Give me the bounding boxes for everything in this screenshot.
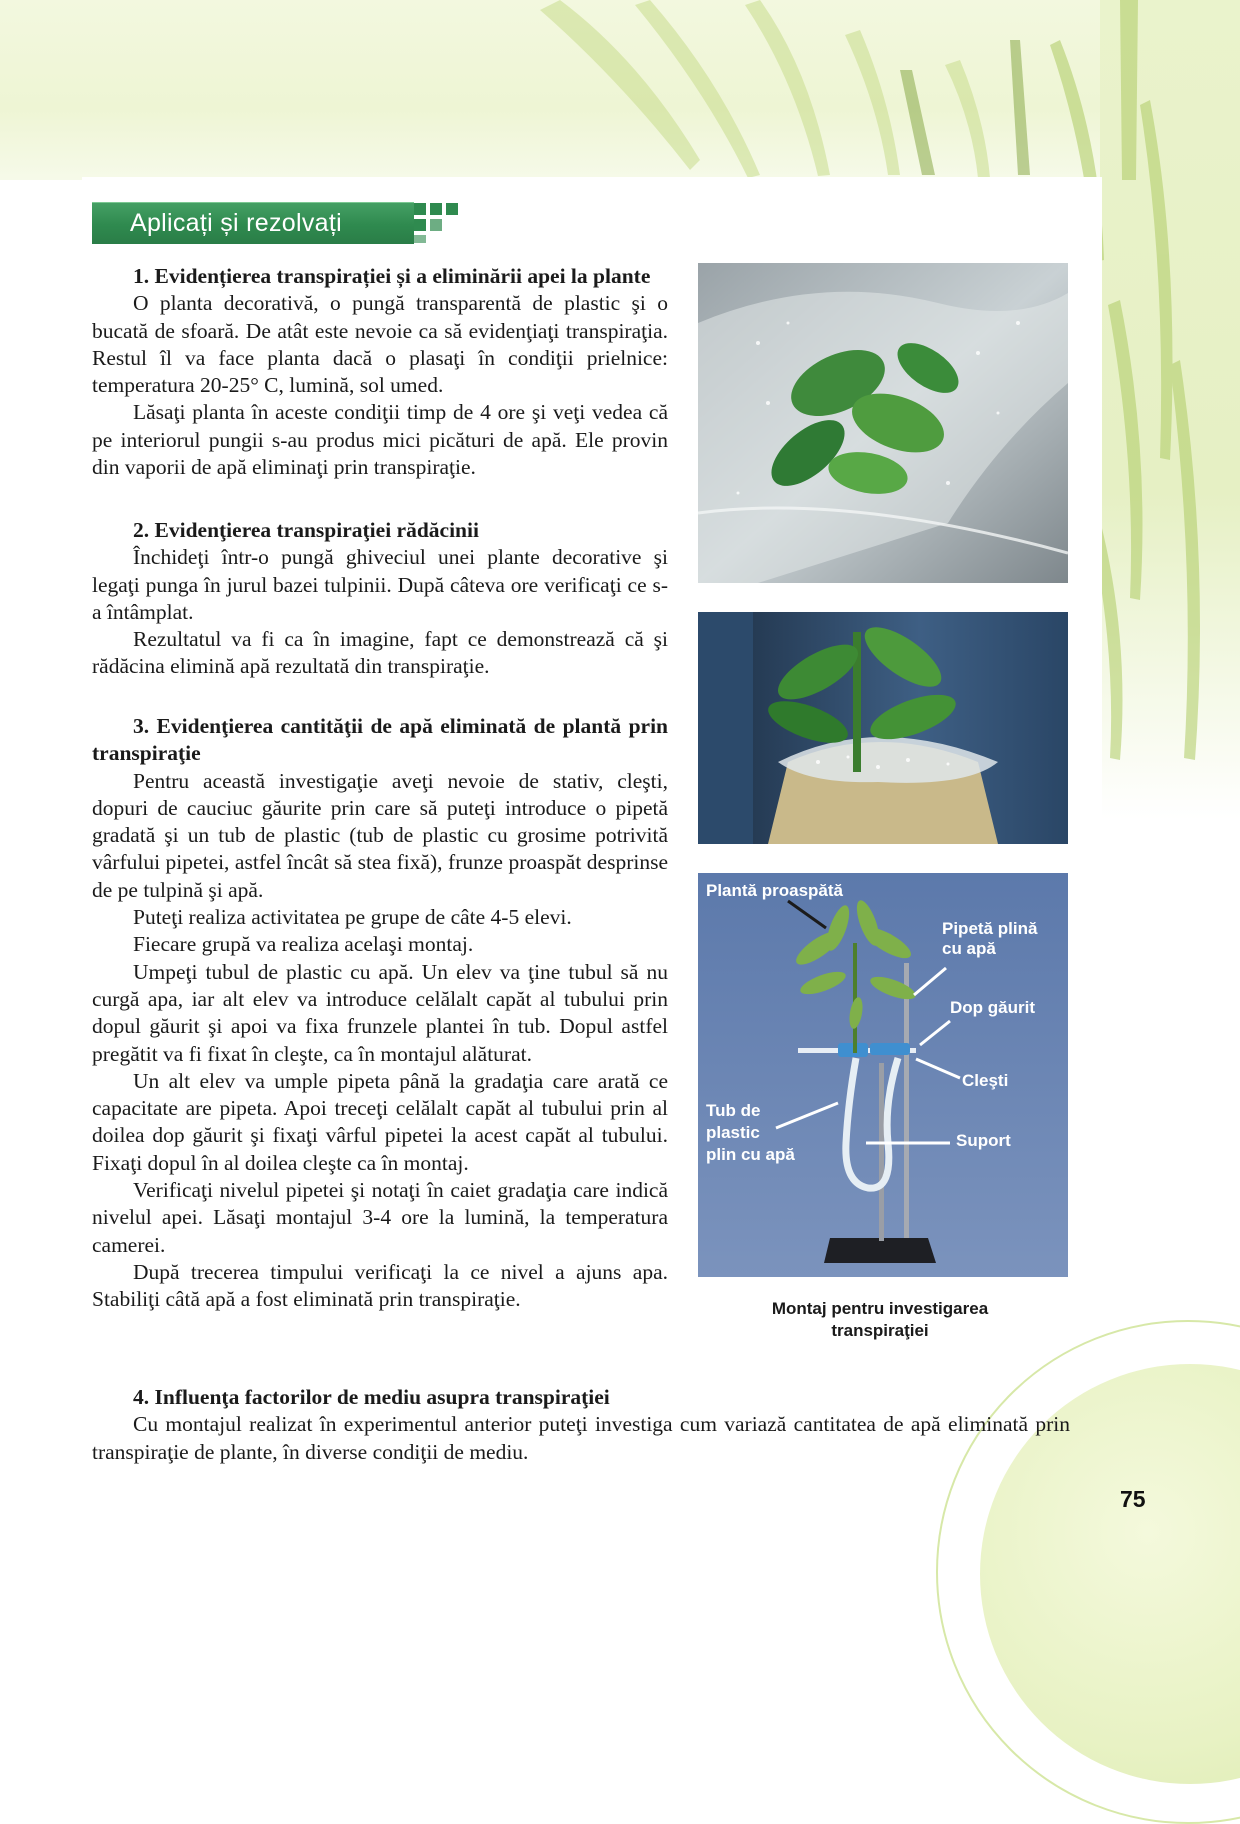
section-3-paragraph: Fiecare grupă va realiza acelaşi montaj. [133,932,474,957]
section-2 [92,517,668,681]
diagram-caption-line1: Montaj pentru investigarea [771,1299,989,1318]
photo-plant-in-bag [698,263,1068,583]
banner-square [430,203,442,215]
section-3-paragraph: Umpeţi tubul de plastic cu apă. Un elev va ţine tubul să nu curgă apa, iar alt elev va introduce celălalt capăt al tubului prin dopul găurit şi apoi va fixa frunzele plantei în tub. Dopul astfel pregătit va fi fixat în cleşte, ca în montajul alăturat. [92,959,668,1066]
section-3 [92,713,668,1314]
photo-potted-plant-bag [698,612,1068,844]
section-1-paragraph: Lăsaţi planta în aceste condiţii timp de 4 ore şi veţi vedea că pe interiorul pungii s-au produs mici picături de apă. Ele provin din vaporii de apă eliminaţi prin transpiraţie. [92,400,668,480]
section-1 [92,263,668,481]
section-3-paragraph: Puteţi realiza activitatea pe grupe de câte 4-5 elevi. [133,905,572,930]
section-3-heading: 3. Evidenţierea cantităţii de apă eliminată de plantă prin transpiraţie [92,714,668,766]
section-4 [92,1384,1070,1466]
section-1-paragraph: O planta decorativă, o pungă transparentă de plastic şi o bucată de sfoară. De atât este nevoie ca să evidenţiaţi transpiraţia. Restul îl va face planta dacă o plasaţi în condiţii prielnice: temperatura 20-25° C, lumină, sol umed. [92,291,668,398]
section-3-paragraph: După trecerea timpului verificaţi la ce nivel a ajuns apa. Stabiliţi câtă apă a fost eliminată prin transpiraţie. [92,1259,668,1312]
diagram-transpiration-setup [698,873,1068,1277]
section-3-paragraph: Un alt elev va umple pipeta până la gradaţia care arată ce capacitate are pipeta. Apoi treceţi celălalt capăt al tubului prin al doilea dop găurit şi fixaţi vârful pipetei la acest capăt al tubului. Fixaţi dopul în al doilea cleşte ca în montaj. [92,1068,668,1175]
diagram-caption-line2: transpiraţiei [831,1321,929,1340]
banner-square [430,219,442,231]
label-clamps: Cleşti [962,1071,1009,1090]
banner-square [414,203,426,215]
banner-square [446,203,458,215]
section-2-paragraph: Închideţi într-o pungă ghiveciul unei plante decorative şi legaţi punga în jurul bazei tulpinii. După câteva ore verificaţi ce s-a întâmplat. [92,545,668,624]
banner-square [414,235,426,243]
page-number: 75 [1120,1486,1146,1512]
label-tube-line3: plin cu apă [706,1145,795,1164]
label-pipette-line1: Pipetă plină [942,919,1038,938]
section-2-heading: 2. Evidenţierea transpiraţiei rădăcinii [133,518,479,542]
section-2-paragraph: Rezultatul va fi ca în imagine, fapt ce demonstrează că şi rădăcina elimină apă rezultată din transpiraţie. [92,627,668,679]
label-tube-line2: plastic [706,1123,760,1142]
label-plant: Plantă proaspătă [706,881,843,900]
diagram-caption [720,1298,1040,1342]
section-banner-title: Aplicați și rezolvați [130,209,342,237]
section-4-heading: 4. Influenţa factorilor de mediu asupra transpiraţiei [133,1385,610,1409]
label-stopper: Dop găurit [950,998,1035,1017]
section-3-paragraph: Pentru această investigaţie aveţi nevoie de stativ, cleşti, dopuri de cauciuc găurite prin care să puteţi introduce o pipetă gradată şi un tub de plastic (tub de plastic cu grosime potrivită vârfului pipetei, astfel încât să stea fixă), frunze proaspăt desprinse de pe tulpină şi apă. [92,768,668,902]
section-3-paragraph: Verificaţi nivelul pipetei şi notaţi în caiet gradaţia care indică nivelul apei. Lăsaţi montajul 3-4 ore la lumină, la temperatura camerei. [92,1178,668,1257]
label-pipette-line2: cu apă [942,939,996,958]
label-stand: Suport [956,1131,1011,1150]
section-4-paragraph: Cu montajul realizat în experimentul anterior puteţi investiga cum variază cantitatea de apă eliminată prin transpiraţie de plante, în diverse condiţii de mediu. [92,1412,1070,1464]
label-tube-line1: Tub de [706,1101,761,1120]
banner-square [414,219,426,231]
section-1-heading: 1. Evidențierea transpirației și a eliminării apei la plante [133,264,651,288]
